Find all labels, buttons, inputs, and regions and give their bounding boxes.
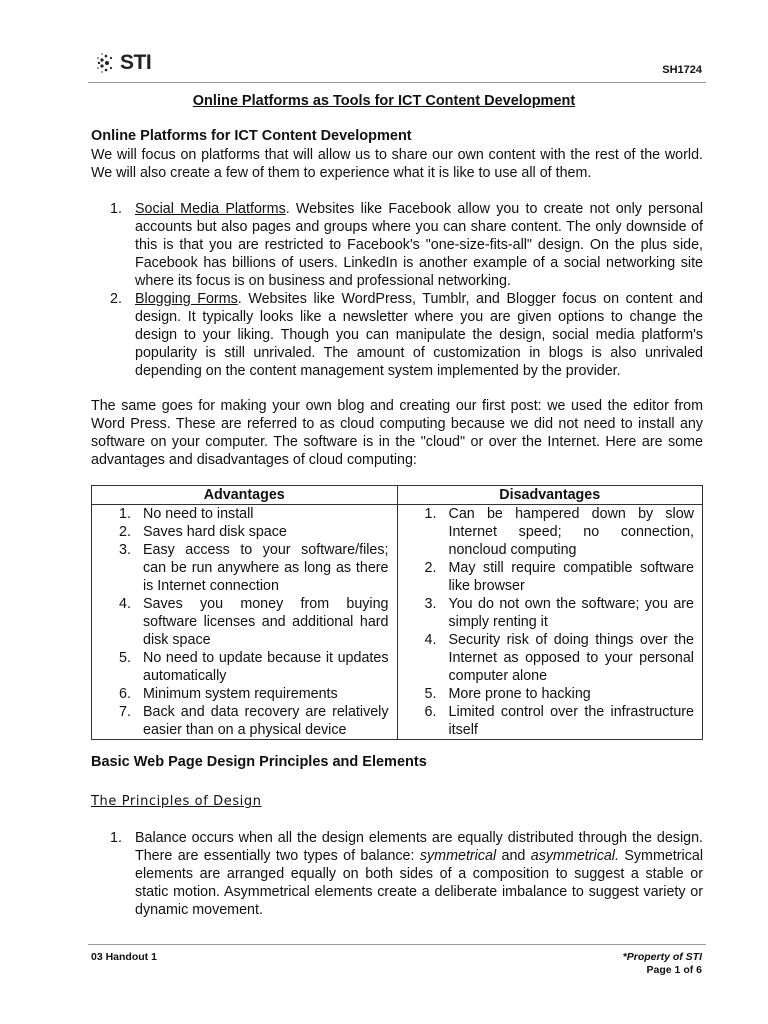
- item-text: Saves you money from buying software licenses and additional hard disk space: [143, 596, 389, 648]
- list-number: 3.: [424, 596, 437, 612]
- disadvantages-list: [398, 505, 695, 739]
- item-text: Back and data recovery are relatively easier than on a physical device: [143, 704, 389, 738]
- platforms-list: [91, 200, 703, 380]
- list-number: 5.: [119, 650, 131, 666]
- header-divider: [88, 82, 706, 83]
- list-number: 4.: [424, 632, 437, 648]
- term-blogging-forms: Blogging Forms: [135, 291, 238, 307]
- list-item: [92, 541, 389, 595]
- item-text: . Websites like WordPress, Tumblr, and Blogger focus on content and design. It typically looks like a newsletter where you are given options to change the design to your liking. Though you can manipulate the design, social media platform's popularity is still unrivaled. The amount of customization in blogs is also unrivaled depending on the content management system implemented by the provider.: [135, 291, 704, 379]
- list-number: 1.: [110, 830, 122, 846]
- list-item: [398, 595, 695, 631]
- section-heading-online-platforms: Online Platforms for ICT Content Development: [91, 128, 412, 144]
- item-text: Minimum system requirements: [143, 686, 338, 702]
- item-text: Limited control over the infrastructure itself: [448, 704, 694, 738]
- list-item: [92, 523, 389, 541]
- subheading-principles-of-design: The Principles of Design: [91, 794, 262, 809]
- list-number: 1.: [110, 201, 122, 217]
- list-number: 6.: [119, 686, 131, 702]
- list-item: [398, 631, 695, 685]
- list-item: [398, 505, 695, 559]
- list-item: [398, 685, 695, 703]
- item-text: You do not own the software; you are simply renting it: [448, 596, 694, 630]
- advantages-list: [92, 505, 389, 739]
- item-text: Easy access to your software/files; can be run anywhere as long as there is Internet connection: [143, 542, 389, 594]
- item-text: No need to update because it updates automatically: [143, 650, 389, 684]
- balance-text-b: and: [496, 848, 531, 864]
- list-number: 1.: [119, 506, 131, 522]
- item-text: No need to install: [143, 506, 254, 522]
- list-item: [92, 505, 389, 523]
- term-social-media-platforms: Social Media Platforms: [135, 201, 286, 217]
- item-text: . Websites like Facebook allow you to create not only personal accounts but also pages and groups where you can share content. The only downside of this is that you are restricted to Facebook's "one-size-fits-all" design. On the plus side, Facebook has billions of users. LinkedIn is another example of a social networking site where its focus is on business and professional networking.: [135, 201, 703, 289]
- list-item: [92, 649, 389, 685]
- table-header-advantages: Advantages: [92, 486, 398, 505]
- footer-property: *Property of STI: [622, 951, 702, 963]
- list-number: 2.: [110, 291, 122, 307]
- footer-page-number: Page 1 of 6: [646, 964, 702, 976]
- list-item: [92, 595, 389, 649]
- list-number: 1.: [424, 506, 437, 522]
- section-heading-design-principles: Basic Web Page Design Principles and Elements: [91, 754, 427, 770]
- list-item: [398, 559, 695, 595]
- advantages-disadvantages-table: [91, 485, 703, 740]
- footer-right: [623, 951, 702, 977]
- balance-text-a: Balance occurs when all the design elements are equally distributed through the design. There are essentially two types of balance:: [135, 830, 703, 864]
- footer-handout-label: 03 Handout 1: [91, 951, 157, 963]
- advantages-cell: [92, 505, 398, 740]
- sti-logo: [96, 50, 151, 76]
- list-item: [92, 685, 389, 703]
- balance-text-c: Symmetrical elements are arranged equally on both sides of a composition to suggest a stable or static motion. Asymmetrical elements create a deliberate imbalance to suggest variety or dynamic movement.: [135, 848, 703, 918]
- list-number: 7.: [119, 704, 131, 720]
- intro-paragraph: We will focus on platforms that will allow us to share our own content with the rest of the world. We will also create a few of them to experience what it is like to use all of them.: [91, 147, 703, 181]
- list-item: [91, 290, 703, 380]
- design-principles-list: [91, 829, 703, 919]
- table-header-disadvantages: Disadvantages: [397, 486, 703, 505]
- list-number: 2.: [119, 524, 131, 540]
- list-item: [91, 829, 703, 919]
- list-item: [92, 703, 389, 739]
- page-title: Online Platforms as Tools for ICT Content Development: [192, 93, 576, 109]
- list-number: 3.: [119, 542, 131, 558]
- item-text: Saves hard disk space: [143, 524, 287, 540]
- logo-text: STI: [120, 51, 152, 74]
- item-text: May still require compatible software like browser: [448, 560, 694, 594]
- footer-divider: [88, 944, 706, 945]
- list-item: [91, 200, 703, 290]
- item-text: More prone to hacking: [448, 686, 591, 702]
- list-number: 6.: [424, 704, 437, 720]
- cloud-computing-paragraph: The same goes for making your own blog and creating our first post: we used the editor from Word Press. These are referred to as cloud computing because we did not need to install any software on your computer. The software is in the "cloud" or over the Internet. Here are some advantages and disadvantages of cloud computing:: [91, 398, 703, 468]
- sti-globe-icon: [96, 52, 118, 74]
- list-number: 4.: [119, 596, 131, 612]
- term-symmetrical: symmetrical: [419, 848, 497, 864]
- list-item: [398, 703, 695, 739]
- item-text: Can be hampered down by slow Internet speed; no connection, noncloud computing: [448, 506, 694, 558]
- term-asymmetrical: asymmetrical.: [530, 848, 619, 864]
- document-code: SH1724: [662, 64, 702, 76]
- list-number: 2.: [424, 560, 437, 576]
- disadvantages-cell: [397, 505, 703, 740]
- list-number: 5.: [424, 686, 437, 702]
- item-text: Security risk of doing things over the Internet as opposed to your personal computer alone: [448, 632, 694, 684]
